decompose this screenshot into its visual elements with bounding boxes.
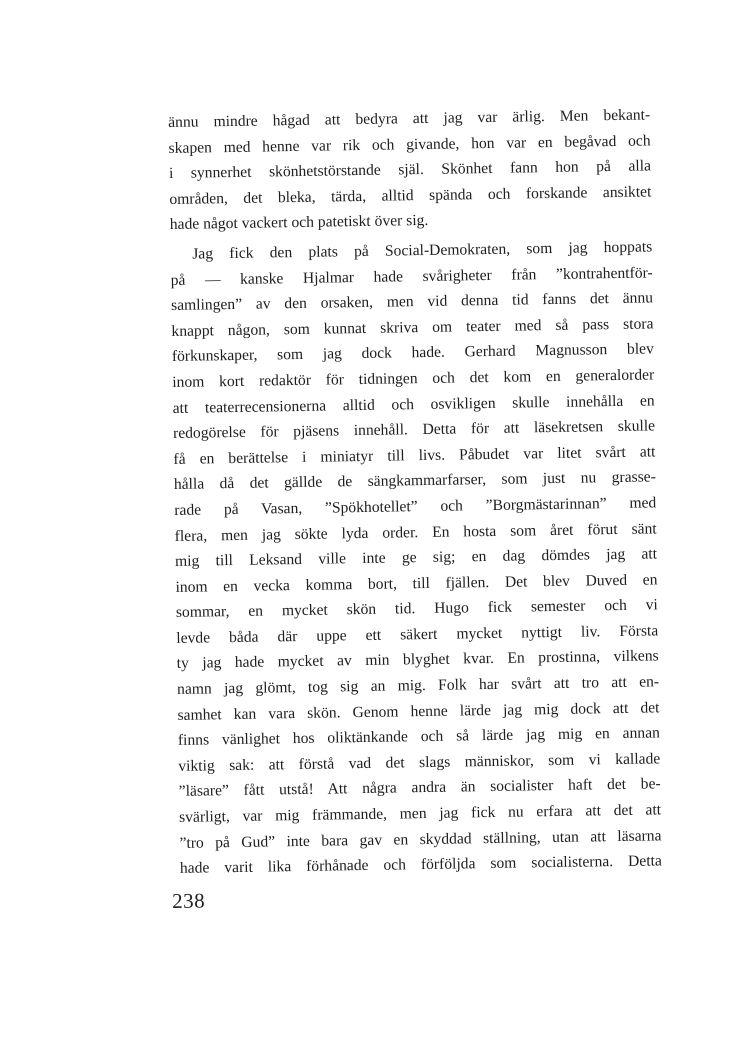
text-line: sommar, en mycket skön tid. Hugo fick semester och vi [175,596,658,622]
text-line: hålla då det gällde de sängkammarfarser, som just nu grasse- [173,468,656,494]
text-line: rade på Vasan, ”Spökhotellet” och ”Borgmästarinnan” med [174,494,657,519]
text-line: knappt någon, som kunnat skriva om teater med så pass stora [171,315,654,340]
page-number: 238 [172,888,206,913]
paragraph-2 [170,234,662,881]
text-line: förkunskaper, som jag dock hade. Gerhard Magnusson blev [171,340,654,366]
text-line: skapen med henne var rik och givande, hon var en begåvad och [168,132,651,157]
text-line: områden, det bleka, tärda, alltid spända och forskande ansiktet [169,183,652,208]
text-line: namn jag glömt, tog sig an mig. Folk har svårt att tro att en- [176,673,660,698]
text-line: ”läsare” fått utstå! Att några andra än socialister haft det be- [178,775,661,801]
text-line: ”tro på Gud” inte bara gav en skyddad ställning, utan att läsarna [179,826,662,852]
text-line: samhet kan vara skön. Genom henne lärde jag mig dock att det [177,699,660,724]
text-line: svärligt, var mig främmande, men jag fick nu erfara att det att [178,801,662,826]
text-line: ännu mindre hågad att bedyra att jag var ärlig. Men bekant- [168,106,651,131]
text-line: samlingen” av den orsaken, men vid denna tid fanns det ännu [170,289,654,315]
text-line: flera, men jag sökte lyda order. En hosta som året förut sänt [174,519,657,545]
text-line: hade varit lika förhånade och förföljda som socialisterna. Detta [179,852,662,878]
paragraph-1 [168,102,652,238]
text-line: få en berättelse i miniatyr till livs. Påbudet var litet svårt att [173,443,656,468]
text-line: hade något vackert och patetiskt över sig. [169,212,429,234]
text-line: finns vänlighet hos oliktänkande och så lärde jag mig en annan [177,724,660,750]
text-line: i synnerhet skönhetstörstande själ. Skönhet fann hon på alla [168,157,652,183]
body-text [168,102,662,881]
text-line: redogörelse för pjäsens innehåll. Detta för att läsekretsen skulle [172,417,656,443]
text-line: att teaterrecensionerna alltid och osvikligen skulle innehålla en [172,391,655,417]
text-line: på — kanske Hjalmar hade svårigheter från ”kontrahentför- [170,263,653,289]
text-line: mig till Leksand ville inte ge sig; en dag dömdes jag att [174,545,658,571]
text-line: inom kort redaktör för tidningen och det kom en generalorder [172,366,655,391]
text-line: inom en vecka komma bort, till fjällen. Det blev Duved en [175,571,658,596]
text-line: levde båda där uppe ett säkert mycket nyttigt liv. Första [176,622,659,647]
text-line: viktig sak: att förstå vad det slags människor, som vi kallade [178,750,661,775]
text-line: Jag fick den plats på Social-Demokraten, som jag hoppats [192,238,653,263]
text-line: ty jag hade mycket av min blyghet kvar. En prostinna, vilkens [176,647,659,673]
